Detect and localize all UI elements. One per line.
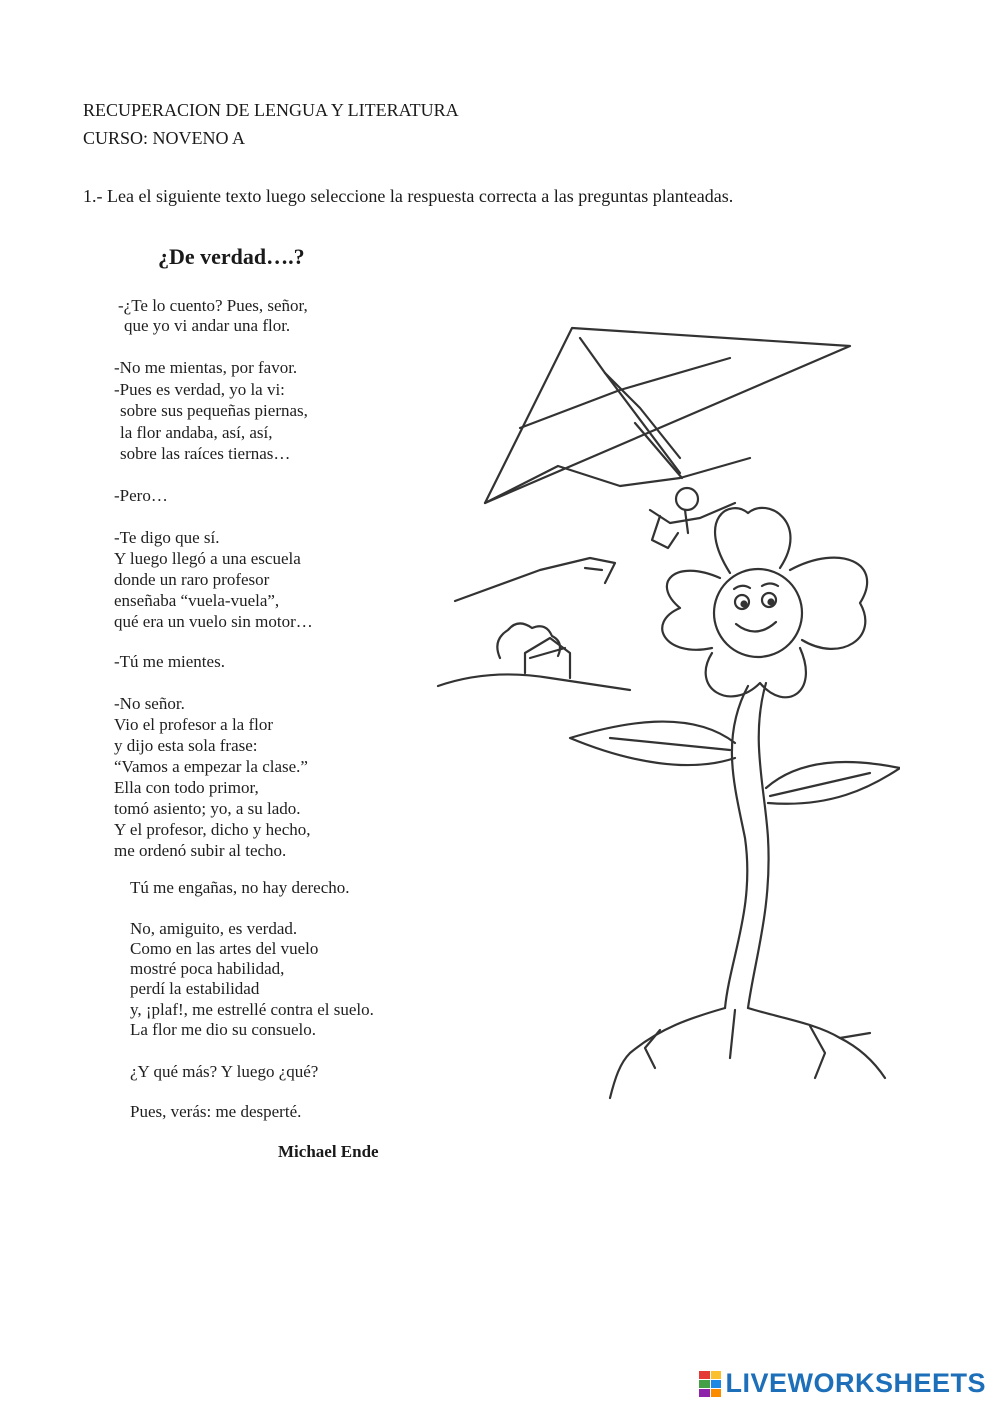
poem-line: “Vamos a empezar la clase.” bbox=[114, 757, 308, 776]
liveworksheets-brand bbox=[699, 1368, 986, 1399]
poem-line: Ella con todo primor, bbox=[114, 778, 259, 797]
poem-line: -Pero… bbox=[114, 486, 168, 505]
instruction-text: 1.- Lea el siguiente texto luego seleccione la respuesta correcta a las preguntas planteadas. bbox=[83, 186, 734, 206]
flower-icon bbox=[662, 508, 867, 697]
poem-line: sobre sus pequeñas piernas, bbox=[120, 401, 308, 420]
poem-line: la flor andaba, así, así, bbox=[120, 423, 273, 442]
pilot-icon bbox=[650, 488, 735, 548]
poem-line: -No me mientas, por favor. bbox=[114, 358, 298, 377]
poem-line: y dijo esta sola frase: bbox=[114, 736, 258, 755]
poem-line: Y el profesor, dicho y hecho, bbox=[114, 820, 311, 839]
poem-author: Michael Ende bbox=[278, 1142, 379, 1161]
brand-logo-icon bbox=[699, 1371, 721, 1397]
poem-line: La flor me dio su consuelo. bbox=[130, 1020, 317, 1039]
poem-line: mostré poca habilidad, bbox=[130, 959, 285, 978]
poem-line: enseñaba “vuela-vuela”, bbox=[114, 591, 280, 610]
brand-name: LIVEWORKSHEETS bbox=[725, 1368, 986, 1398]
poem-line: ¿Y qué más? Y luego ¿qué? bbox=[130, 1062, 319, 1081]
worksheet-header bbox=[83, 96, 459, 152]
poem-line: me ordenó subir al techo. bbox=[114, 841, 287, 860]
poem-line: -No señor. bbox=[114, 694, 185, 713]
header-course: CURSO: NOVENO A bbox=[83, 128, 246, 148]
poem-line: tomó asiento; yo, a su lado. bbox=[114, 799, 301, 818]
flower-kite-drawing-icon bbox=[430, 318, 900, 1118]
poem-line: No, amiguito, es verdad. bbox=[130, 919, 298, 938]
roots-icon bbox=[610, 1008, 885, 1098]
poem-line: perdí la estabilidad bbox=[130, 979, 260, 998]
poem-title: ¿De verdad….? bbox=[158, 244, 305, 269]
poem-line: donde un raro profesor bbox=[114, 570, 270, 589]
poem-line: Y luego llegó a una escuela bbox=[114, 549, 301, 568]
landscape-icon bbox=[438, 558, 630, 690]
poem-line: y, ¡plaf!, me estrellé contra el suelo. bbox=[130, 1000, 374, 1019]
poem-line: -¿Te lo cuento? Pues, señor, bbox=[118, 296, 308, 315]
poem-line: -Te digo que sí. bbox=[114, 528, 220, 547]
poem-line: Vio el profesor a la flor bbox=[114, 715, 274, 734]
poem-line: Como en las artes del vuelo bbox=[130, 939, 319, 958]
stem-icon bbox=[570, 683, 900, 1008]
header-subject: RECUPERACION DE LENGUA Y LITERATURA bbox=[83, 100, 459, 120]
poem-line: qué era un vuelo sin motor… bbox=[114, 612, 313, 631]
poem-line: -Tú me mientes. bbox=[114, 652, 225, 671]
poem-line: Tú me engañas, no hay derecho. bbox=[130, 878, 350, 897]
poem-line: -Pues es verdad, yo la vi: bbox=[114, 380, 285, 399]
poem-line: Pues, verás: me desperté. bbox=[130, 1102, 302, 1121]
poem-line: sobre las raíces tiernas… bbox=[120, 444, 291, 463]
poem-line: que yo vi andar una flor. bbox=[124, 316, 291, 335]
kite-icon bbox=[485, 328, 850, 503]
